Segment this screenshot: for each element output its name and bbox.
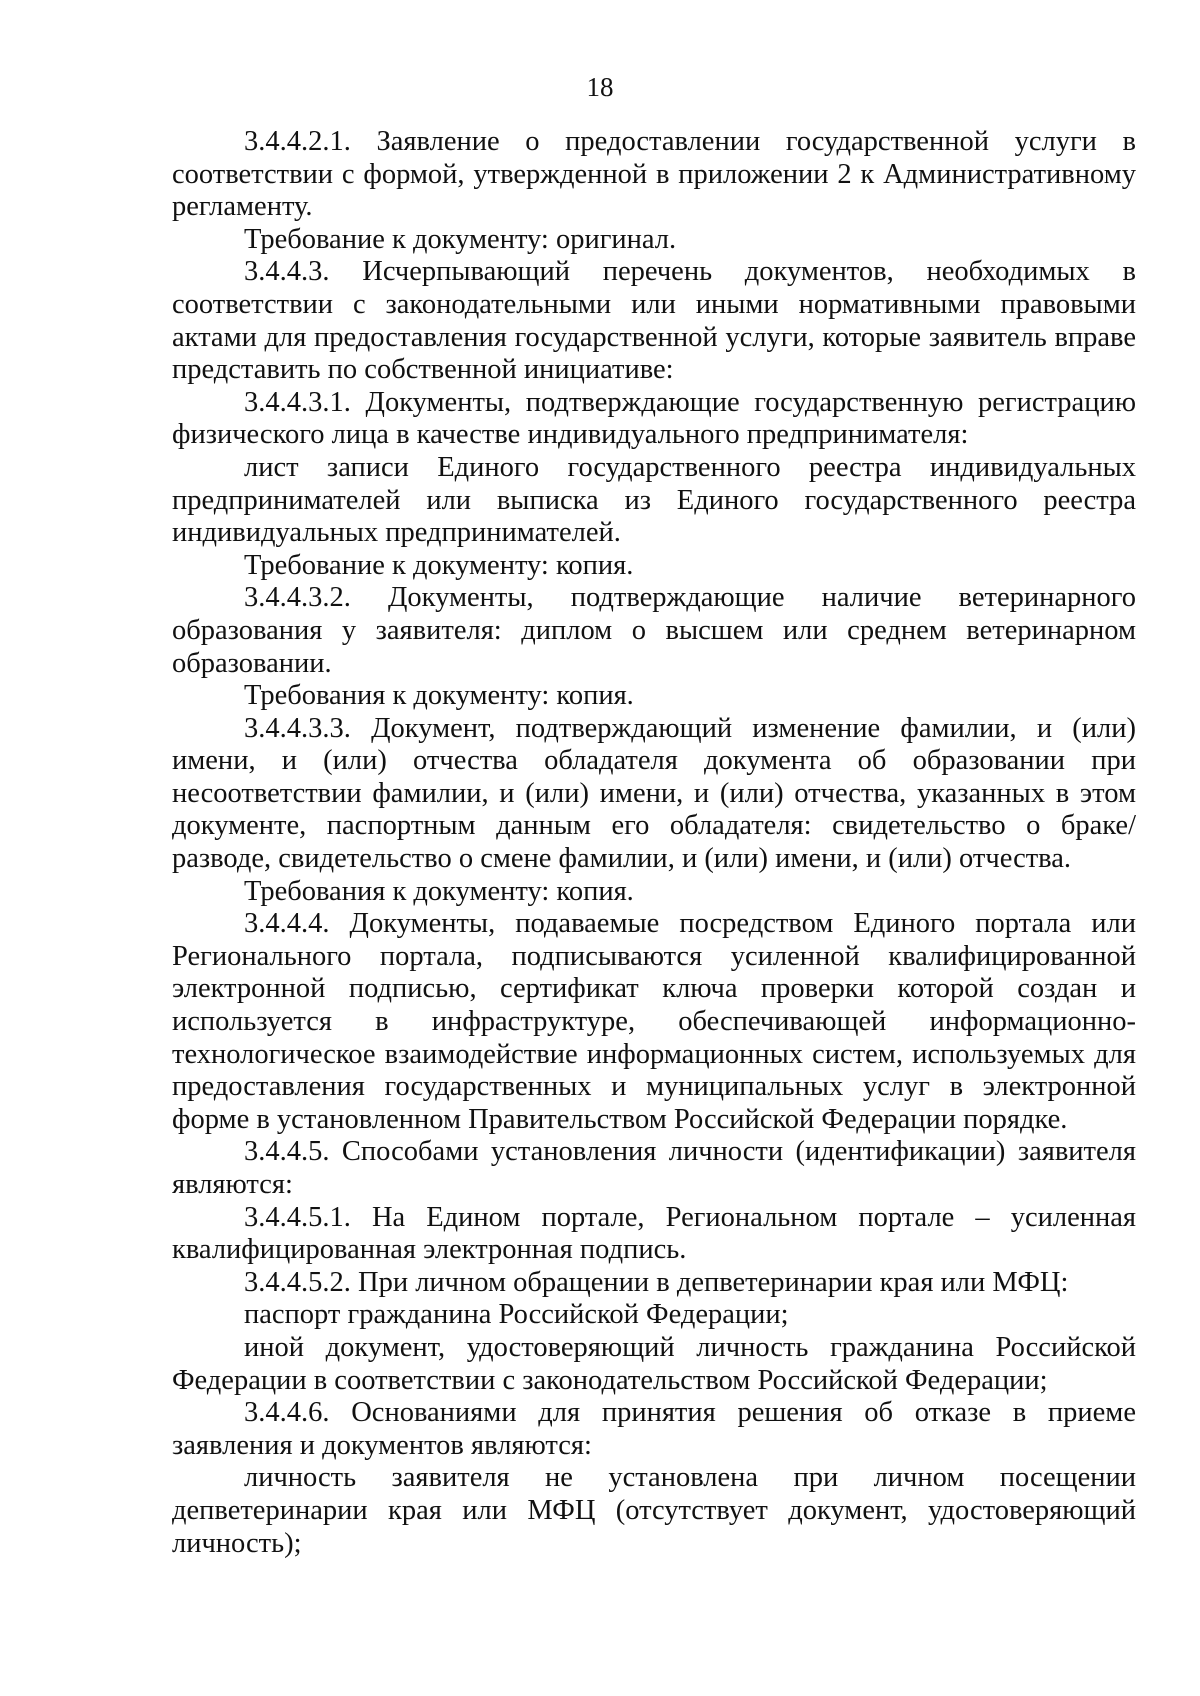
paragraph-requirement-copy: Требование к документу: копия. — [244, 549, 634, 581]
paragraph-3-4-4-6: 3.4.4.6. Основаниями для принятия решения об отказе в приеме заявления и документов являются: — [172, 1397, 1136, 1461]
paragraph-other-identity-document: иной документ, удостоверяющий личность гражданина Российской Федерации в соответствии с законодательством Российской Федерации; — [172, 1331, 1136, 1396]
paragraph-3-4-4-3-3: 3.4.4.3.3. Документ, подтверждающий изменение фамилии, и (или) имени, и (или) отчества обладателя документа об образовании при несоответствии фамилии, и (или) имени, и (или) отчества, указанных в этом документе, паспортным данным его обладателя: свидетельство о браке/разводе, свидетельство о смене фамилии, и (или) имени, и (или) отчества. — [172, 712, 1136, 875]
paragraph-3-4-4-3-2: 3.4.4.3.2. Документы, подтверждающие наличие ветеринарного образования у заявителя: диплом о высшем или среднем ветеринарном образовании. — [172, 582, 1136, 679]
paragraph-3-4-4-5-2: 3.4.4.5.2. При личном обращении в депветеринарии края или МФЦ: — [244, 1266, 1069, 1298]
paragraph-3-4-4-3: 3.4.4.3. Исчерпывающий перечень документов, необходимых в соответствии с законодательными или иными нормативными правовыми актами для предоставления государственной услуги, которые заявитель вправе представить по собственной инициативе: — [172, 256, 1136, 386]
paragraph-passport: паспорт гражданина Российской Федерации; — [244, 1299, 789, 1331]
paragraph-registry-sheet: лист записи Единого государственного реестра индивидуальных предпринимателей или выписка из Единого государственного реестра индивидуальных предпринимателей. — [172, 451, 1136, 549]
paragraph-3-4-4-5: 3.4.4.5. Способами установления личности (идентификации) заявителя являются: — [172, 1136, 1136, 1200]
document-body — [172, 126, 1136, 1560]
paragraph-requirements-copy: Требования к документу: копия. — [244, 875, 634, 907]
page-number: 18 — [586, 72, 614, 102]
paragraph-requirement-original: Требование к документу: оригинал. — [244, 223, 677, 255]
paragraph-requirements-copy: Требования к документу: копия. — [244, 680, 634, 712]
paragraph-3-4-4-5-1: 3.4.4.5.1. На Едином портале, Региональном портале – усиленная квалифицированная электронная подпись. — [172, 1201, 1136, 1266]
paragraph-3-4-4-3-1: 3.4.4.3.1. Документы, подтверждающие государственную регистрацию физического лица в качестве индивидуального предпринимателя: — [172, 386, 1136, 451]
paragraph-3-4-4-4: 3.4.4.4. Документы, подаваемые посредством Единого портала или Регионального портала, подписываются усиленной квалифицированной электронной подписью, сертификат ключа проверки которой создан и используется в инфраструктуре, обеспечивающей информационно-технологическое взаимодействие информационных систем, используемых для предоставления государственных и муниципальных услуг в электронной форме в установленном Правительством Российской Федерации порядке. — [172, 908, 1136, 1135]
paragraph-identity-not-established: личность заявителя не установлена при личном посещении депветеринарии края или МФЦ (отсутствует документ, удостоверяющий личность); — [172, 1462, 1136, 1559]
paragraph-3-4-4-2-1: 3.4.4.2.1. Заявление о предоставлении государственной услуги в соответствии с формой, утвержденной в приложении 2 к Административному регламенту. — [172, 126, 1136, 223]
